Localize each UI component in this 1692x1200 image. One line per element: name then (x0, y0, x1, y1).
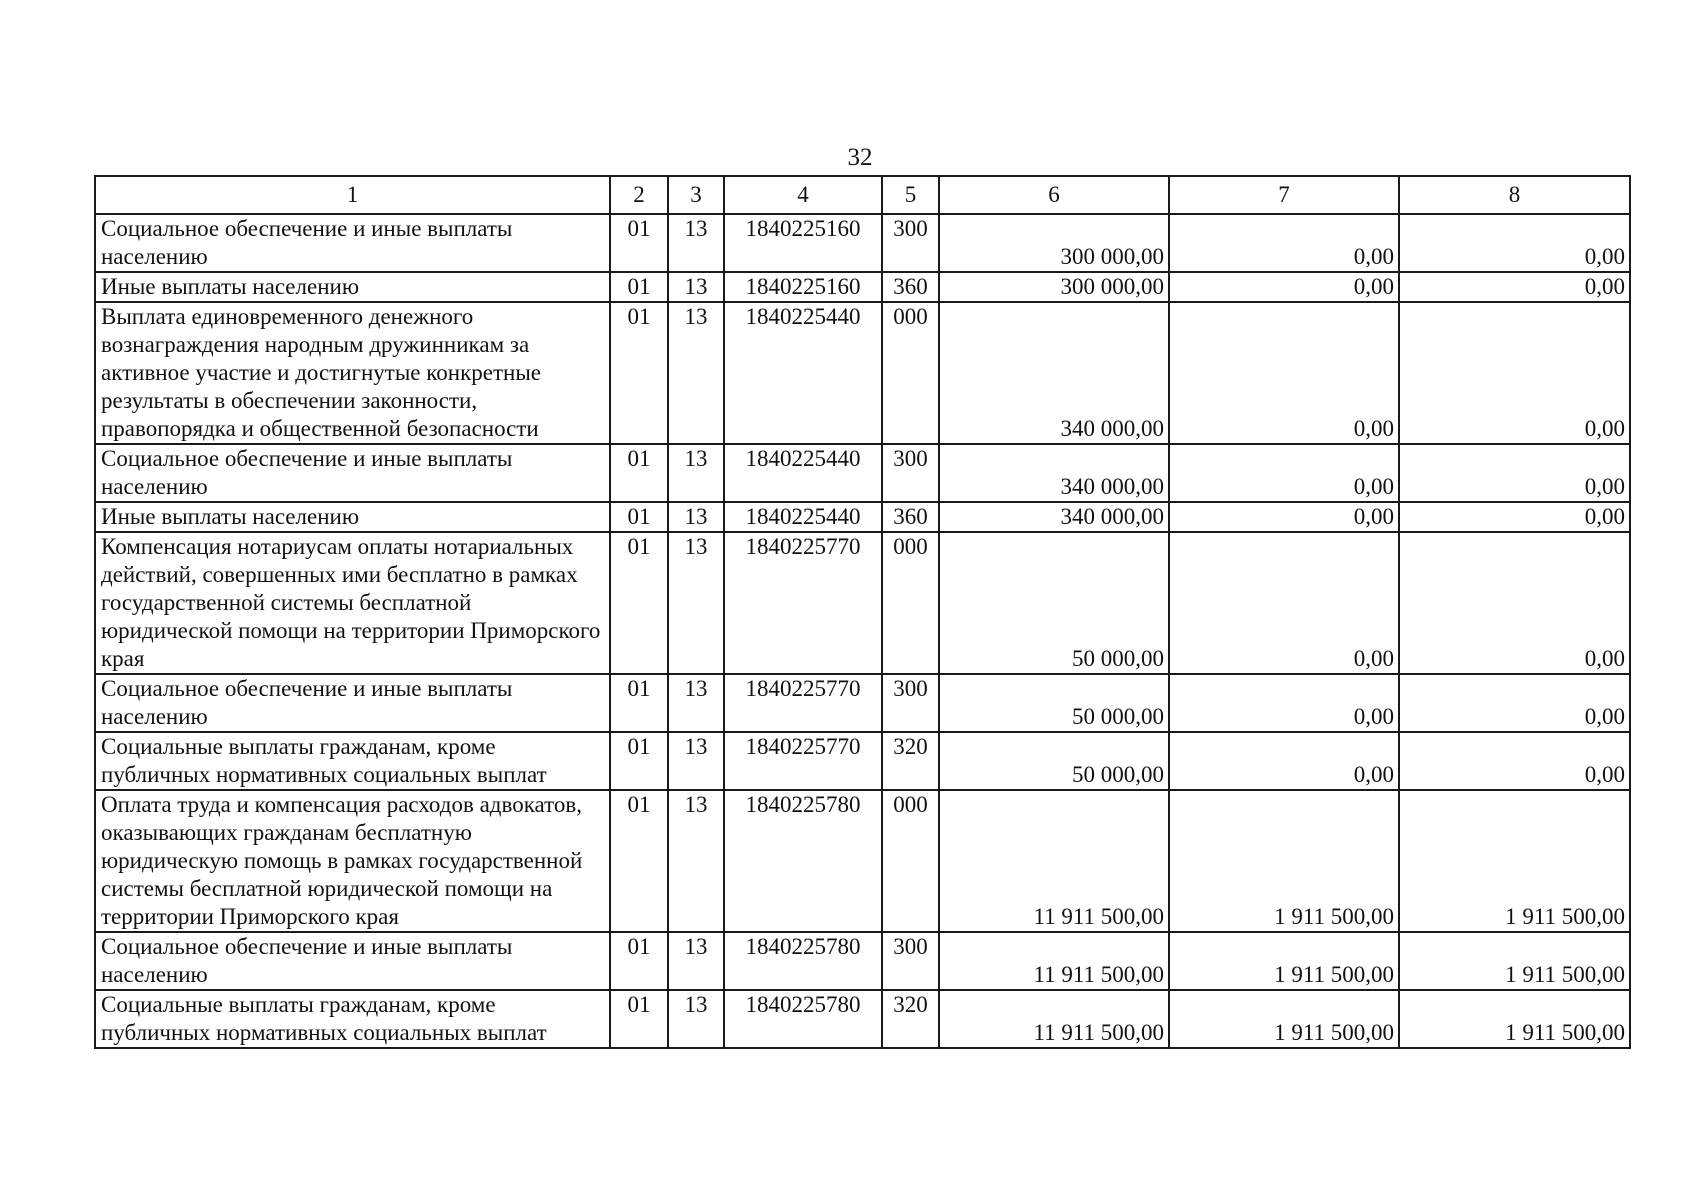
row-expense-type: 300 (882, 214, 939, 272)
row-amount-col8: 0,00 (1399, 674, 1630, 732)
column-header: 8 (1399, 176, 1630, 214)
row-name: Иные выплаты населению (95, 272, 610, 302)
row-name: Социальное обеспечение и иные выплаты населению (95, 444, 610, 502)
row-subsection-code: 13 (668, 532, 724, 674)
row-subsection-code: 13 (668, 272, 724, 302)
row-amount-col7: 0,00 (1169, 272, 1399, 302)
column-header: 7 (1169, 176, 1399, 214)
row-subsection-code: 13 (668, 932, 724, 990)
row-expense-type: 000 (882, 790, 939, 932)
row-expense-type: 300 (882, 444, 939, 502)
row-section-code: 01 (610, 790, 668, 932)
row-target-article: 1840225780 (724, 932, 882, 990)
row-section-code: 01 (610, 272, 668, 302)
row-section-code: 01 (610, 444, 668, 502)
row-target-article: 1840225780 (724, 790, 882, 932)
row-expense-type: 320 (882, 732, 939, 790)
row-target-article: 1840225440 (724, 302, 882, 444)
row-amount-col7: 1 911 500,00 (1169, 790, 1399, 932)
row-expense-type: 300 (882, 932, 939, 990)
table-row (95, 674, 1630, 732)
row-expense-type: 300 (882, 674, 939, 732)
row-amount-col6: 11 911 500,00 (939, 990, 1169, 1048)
row-amount-col8: 0,00 (1399, 444, 1630, 502)
row-amount-col6: 50 000,00 (939, 674, 1169, 732)
column-header: 1 (95, 176, 610, 214)
column-header: 6 (939, 176, 1169, 214)
row-target-article: 1840225780 (724, 990, 882, 1048)
row-name: Социальное обеспечение и иные выплаты населению (95, 932, 610, 990)
table-row (95, 932, 1630, 990)
row-name: Оплата труда и компенсация расходов адвокатов, оказывающих гражданам бесплатную юридическую помощь в рамках государственной системы бесплатной юридической помощи на территории Приморского края (95, 790, 610, 932)
row-amount-col7: 0,00 (1169, 732, 1399, 790)
row-amount-col7: 0,00 (1169, 214, 1399, 272)
column-header: 3 (668, 176, 724, 214)
row-amount-col7: 0,00 (1169, 532, 1399, 674)
table-row (95, 990, 1630, 1048)
table-row (95, 272, 1630, 302)
row-expense-type: 360 (882, 502, 939, 532)
row-subsection-code: 13 (668, 214, 724, 272)
row-section-code: 01 (610, 214, 668, 272)
row-target-article: 1840225160 (724, 272, 882, 302)
row-amount-col8: 1 911 500,00 (1399, 932, 1630, 990)
row-section-code: 01 (610, 302, 668, 444)
row-amount-col7: 1 911 500,00 (1169, 932, 1399, 990)
row-subsection-code: 13 (668, 444, 724, 502)
row-expense-type: 000 (882, 302, 939, 444)
row-section-code: 01 (610, 532, 668, 674)
row-subsection-code: 13 (668, 990, 724, 1048)
row-amount-col8: 1 911 500,00 (1399, 790, 1630, 932)
row-expense-type: 360 (882, 272, 939, 302)
row-name: Социальные выплаты гражданам, кроме публичных нормативных социальных выплат (95, 990, 610, 1048)
row-name: Выплата единовременного денежного вознаграждения народным дружинникам за активное участие и достигнутые конкретные результаты в обеспечении законности, правопорядка и общественной безопасности (95, 302, 610, 444)
row-amount-col7: 1 911 500,00 (1169, 990, 1399, 1048)
table-row (95, 444, 1630, 502)
row-target-article: 1840225770 (724, 732, 882, 790)
row-subsection-code: 13 (668, 302, 724, 444)
row-amount-col6: 50 000,00 (939, 532, 1169, 674)
row-expense-type: 320 (882, 990, 939, 1048)
row-expense-type: 000 (882, 532, 939, 674)
row-amount-col7: 0,00 (1169, 502, 1399, 532)
row-amount-col8: 0,00 (1399, 732, 1630, 790)
table-row (95, 790, 1630, 932)
row-target-article: 1840225770 (724, 674, 882, 732)
row-name: Компенсация нотариусам оплаты нотариальных действий, совершенных ими бесплатно в рамках государственной системы бесплатной юридической помощи на территории Приморского края (95, 532, 610, 674)
table-row (95, 532, 1630, 674)
column-header: 4 (724, 176, 882, 214)
row-amount-col7: 0,00 (1169, 444, 1399, 502)
row-section-code: 01 (610, 732, 668, 790)
row-amount-col8: 0,00 (1399, 302, 1630, 444)
column-header: 5 (882, 176, 939, 214)
row-section-code: 01 (610, 674, 668, 732)
page-number: 32 (847, 144, 873, 171)
row-target-article: 1840225440 (724, 444, 882, 502)
row-amount-col8: 0,00 (1399, 272, 1630, 302)
row-target-article: 1840225160 (724, 214, 882, 272)
row-target-article: 1840225770 (724, 532, 882, 674)
row-name: Иные выплаты населению (95, 502, 610, 532)
row-subsection-code: 13 (668, 674, 724, 732)
row-amount-col8: 0,00 (1399, 502, 1630, 532)
row-target-article: 1840225440 (724, 502, 882, 532)
row-name: Социальные выплаты гражданам, кроме публичных нормативных социальных выплат (95, 732, 610, 790)
table-row (95, 214, 1630, 272)
row-amount-col6: 11 911 500,00 (939, 932, 1169, 990)
row-section-code: 01 (610, 502, 668, 532)
row-amount-col7: 0,00 (1169, 302, 1399, 444)
row-name: Социальное обеспечение и иные выплаты населению (95, 674, 610, 732)
table-row (95, 302, 1630, 444)
row-amount-col8: 0,00 (1399, 532, 1630, 674)
row-amount-col6: 340 000,00 (939, 302, 1169, 444)
row-section-code: 01 (610, 990, 668, 1048)
row-name: Социальное обеспечение и иные выплаты населению (95, 214, 610, 272)
row-subsection-code: 13 (668, 790, 724, 932)
row-amount-col8: 1 911 500,00 (1399, 990, 1630, 1048)
row-subsection-code: 13 (668, 732, 724, 790)
table-row (95, 502, 1630, 532)
row-amount-col6: 300 000,00 (939, 214, 1169, 272)
row-section-code: 01 (610, 932, 668, 990)
row-amount-col8: 0,00 (1399, 214, 1630, 272)
row-amount-col7: 0,00 (1169, 674, 1399, 732)
column-header: 2 (610, 176, 668, 214)
header-row (95, 176, 1630, 214)
row-amount-col6: 340 000,00 (939, 444, 1169, 502)
budget-table (94, 175, 1631, 1049)
row-amount-col6: 11 911 500,00 (939, 790, 1169, 932)
row-amount-col6: 300 000,00 (939, 272, 1169, 302)
table-row (95, 732, 1630, 790)
row-subsection-code: 13 (668, 502, 724, 532)
row-amount-col6: 340 000,00 (939, 502, 1169, 532)
row-amount-col6: 50 000,00 (939, 732, 1169, 790)
